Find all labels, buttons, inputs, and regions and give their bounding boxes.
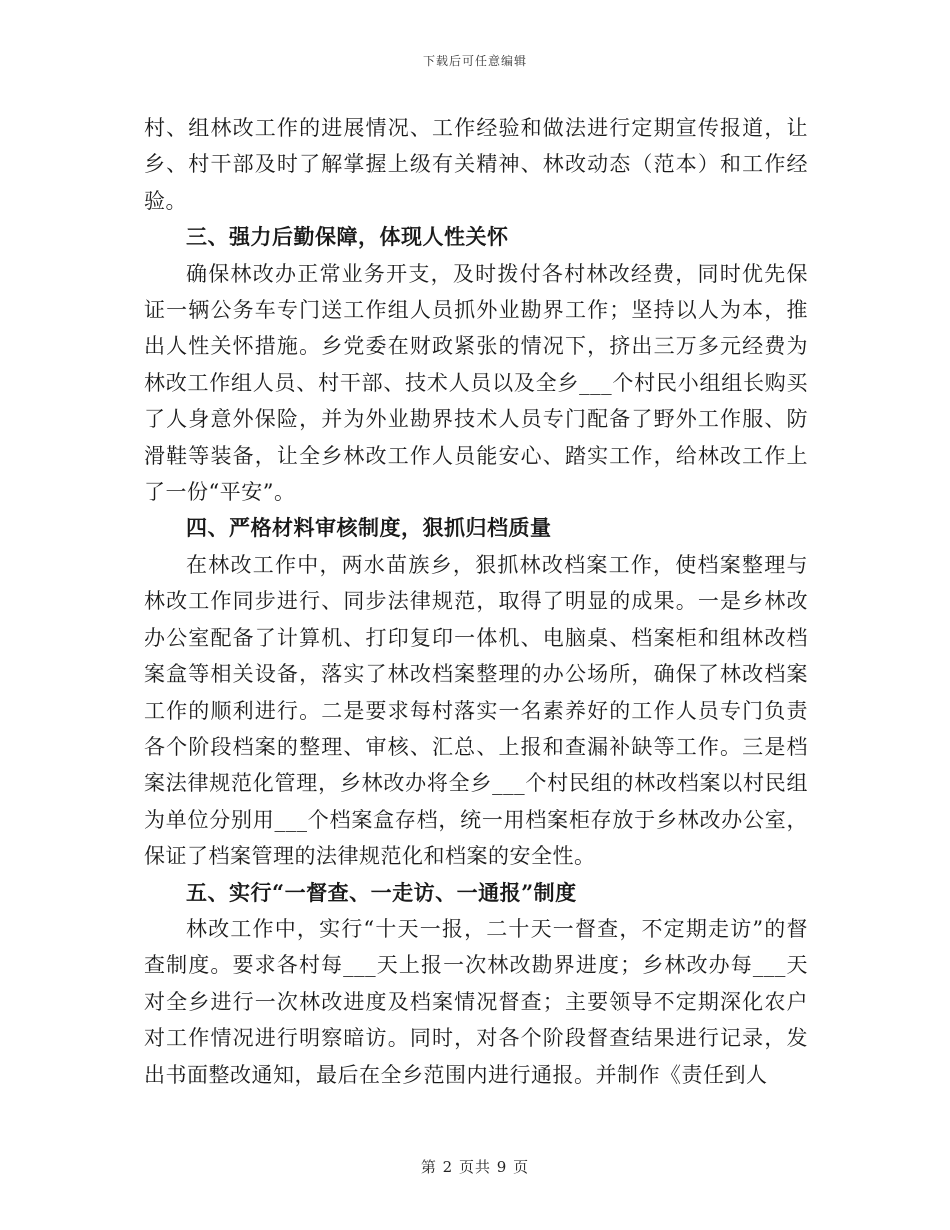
paragraph-logistics: 确保林改办正常业务开支，及时拨付各村林改经费，同时优先保证一辆公务车专门送工作组人员抓外业勘界工作；坚持以人为本，推出人性关怀措施。乡党委在财政紧张的情况下，挤出三万多元经费为林改工作组人员、村干部、技术人员以及全乡___个村民小组组长购买了人身意外保险，并为外业勘界技术人员专门配备了野外工作服、防滑鞋等装备，让全乡林改工作人员能安心、踏实工作，给林改工作上了一份“平安”。 (144, 261, 808, 505)
section-heading-3: 三、强力后勤保障，体现人性关怀 (186, 224, 509, 250)
paragraph-archives: 在林改工作中，两水苗族乡，狠抓林改档案工作，使档案整理与林改工作同步进行、同步法律规范，取得了明显的成果。一是乡林改办公室配备了计算机、打印复印一体机、电脑桌、档案柜和组林改档案盒等相关设备，落实了林改档案整理的办公场所，确保了林改档案工作的顺利进行。二是要求每村落实一名素养好的工作人员专门负责各个阶段档案的整理、审核、汇总、上报和查漏补缺等工作。三是档案法律规范化管理，乡林改办将全乡___个村民组的林改档案以村民组为单位分别用___个档案盒存档，统一用档案柜存放于乡林改办公室，保证了档案管理的法律规范化和档案的安全性。 (144, 552, 808, 869)
section-heading-5: 五、实行“一督查、一走访、一通报”制度 (186, 879, 577, 905)
paragraph-inspection: 林改工作中，实行“十天一报，二十天一督查，不定期走访”的督查制度。要求各村每___天上报一次林改勘界进度；乡林改办每___天对全乡进行一次林改进度及档案情况督查；主要领导不定期深化农户对工作情况进行明察暗访。同时，对各个阶段督查结果进行记录，发出书面整改通知，最后在全乡范围内进行通报。并制作《责任到人 (144, 916, 808, 1087)
paragraph-continued: 村、组林改工作的进展情况、工作经验和做法进行定期宣传报道，让乡、村干部及时了解掌握上级有关精神、林改动态（范本）和工作经验。 (144, 116, 808, 213)
section-heading-4: 四、严格材料审核制度，狠抓归档质量 (186, 515, 552, 541)
document-body (144, 110, 808, 1093)
page-number: 第 2 页共 9 页 (420, 1158, 530, 1176)
page-header: 下载后可任意编辑 (422, 54, 527, 68)
